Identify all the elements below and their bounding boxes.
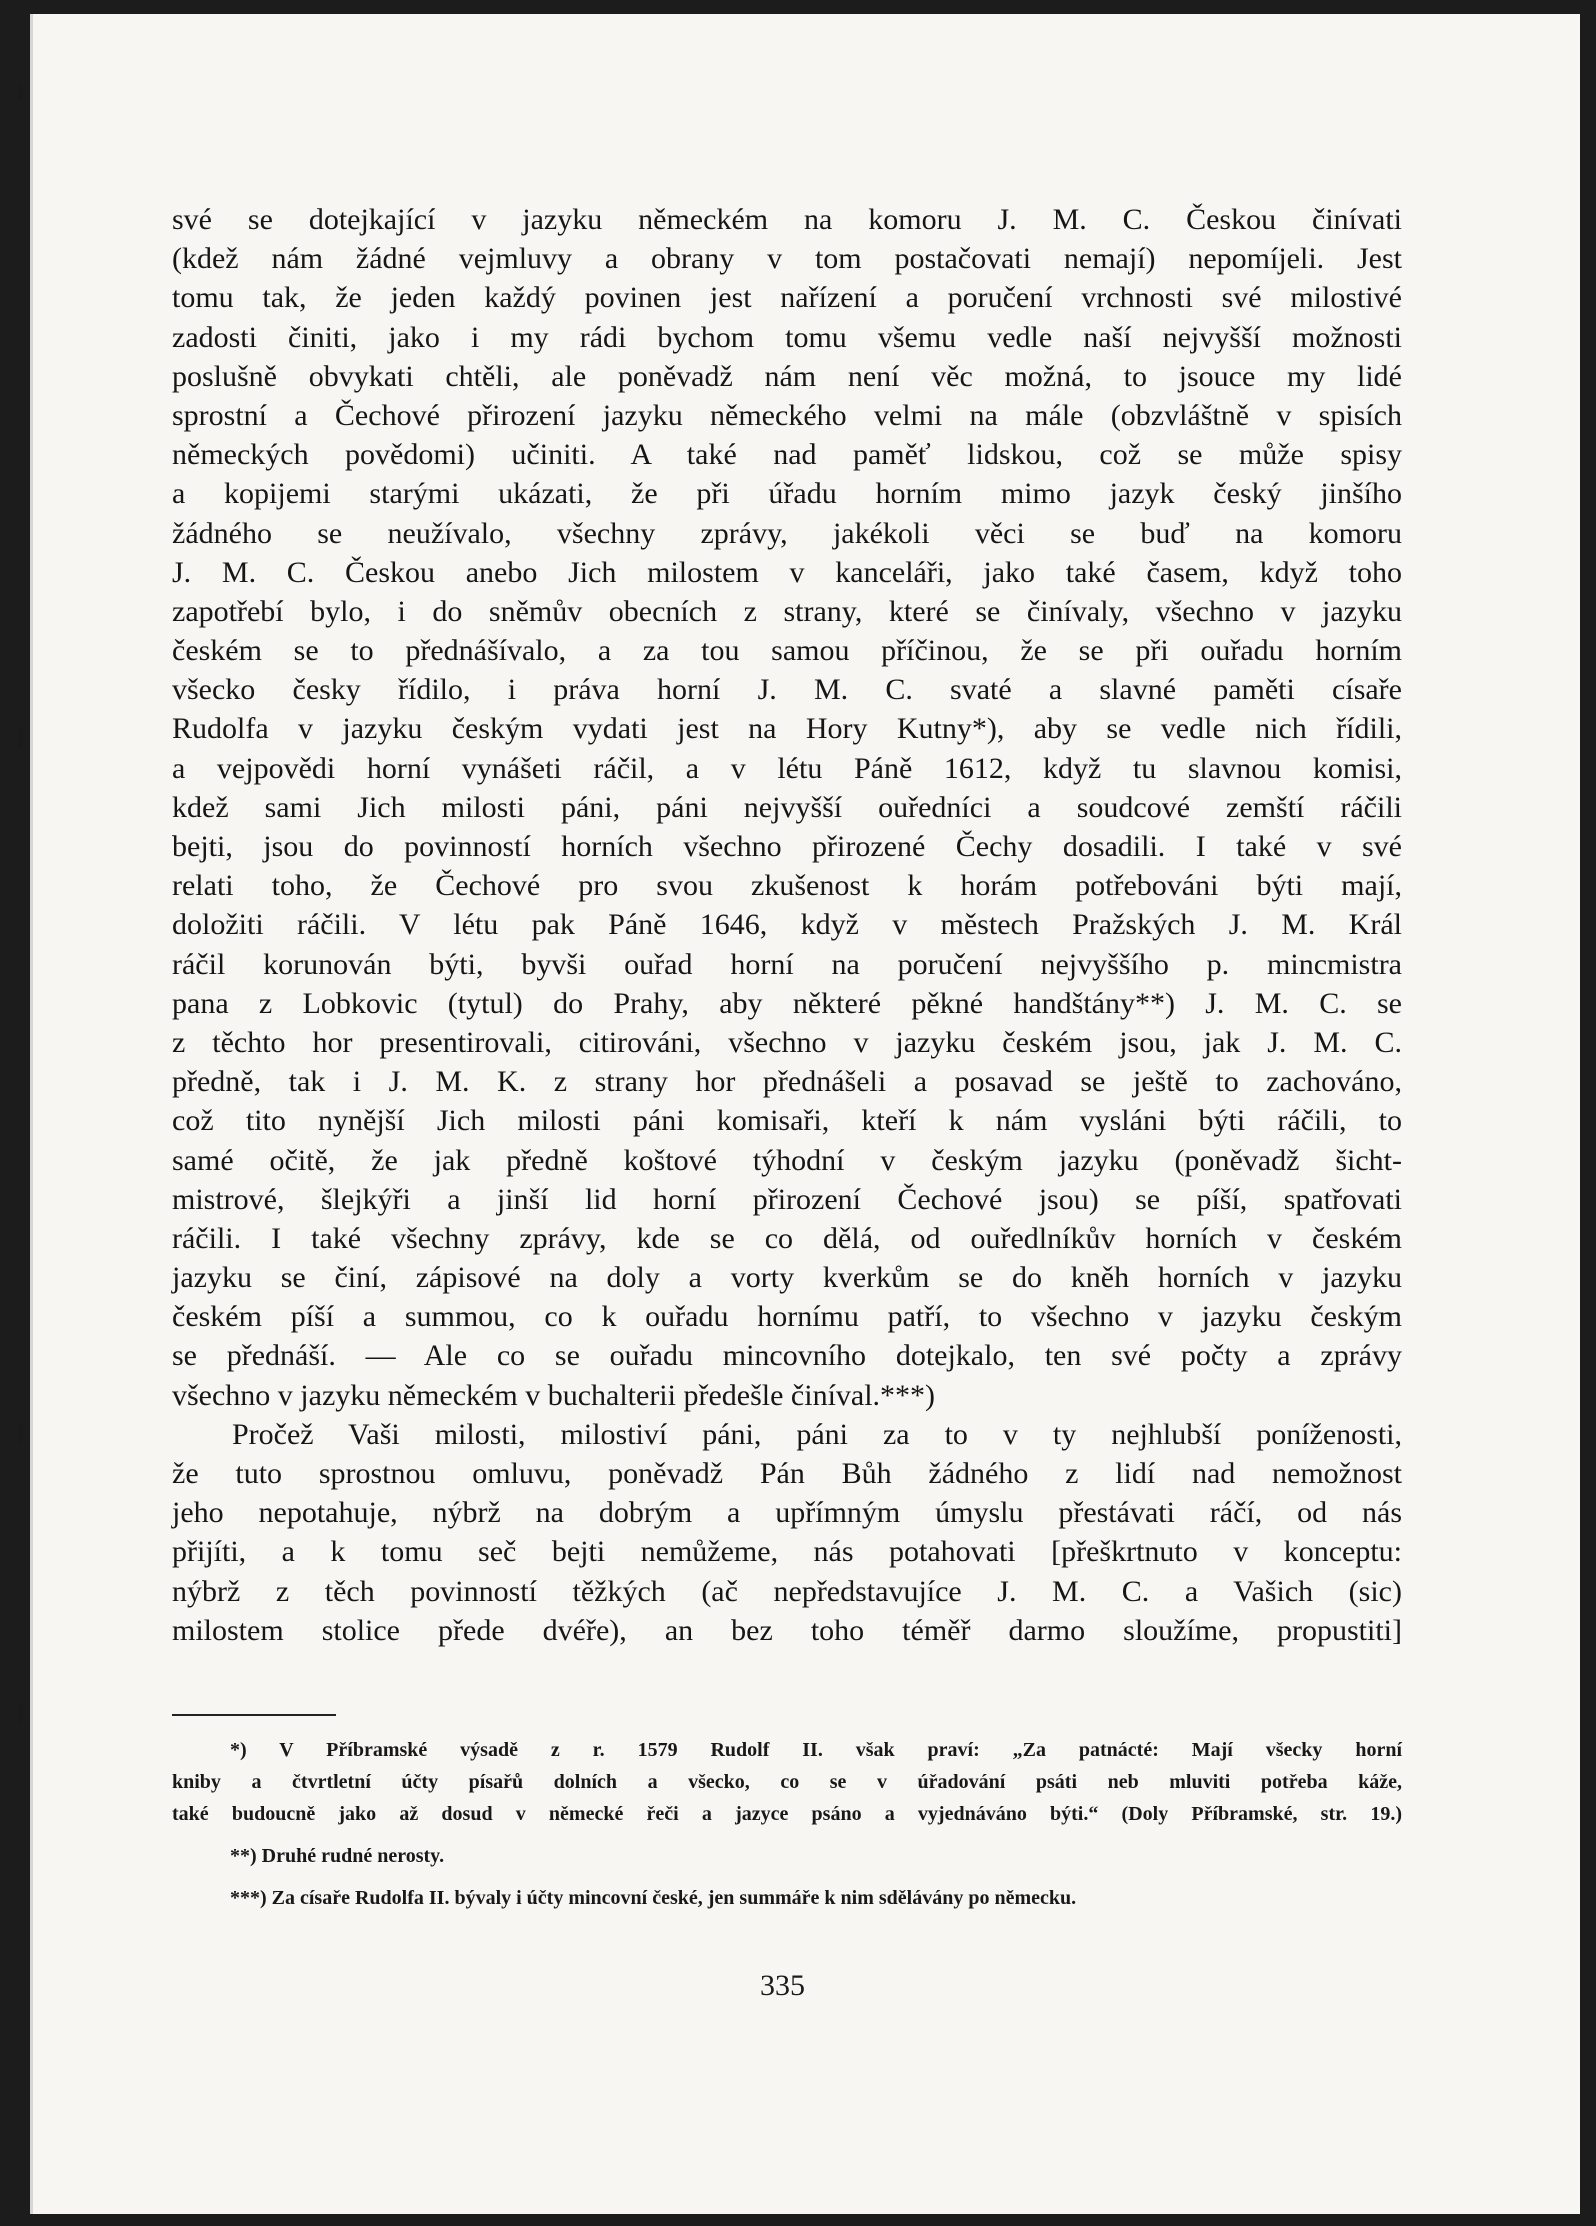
text-line: což tito nynější Jich milosti páni komisaři, kteří k nám vysláni býti ráčili, to xyxy=(172,1104,1402,1138)
text-line: samé očitě, že jak předně koštové týhodní v českým jazyku (poněvadž šicht- xyxy=(172,1143,1402,1177)
text-line: českém píší a summou, co k ouřadu hornímu patří, to všechno v jazyku českým xyxy=(172,1300,1402,1334)
footnote-1-line: také budoucně jako až dosud v německé řeči a jazyce psáno a vyjednáváno býti.“ (Doly Příbramské, str. 19.) xyxy=(172,1803,1402,1825)
text-line: německých povědomi) učiniti. A také nad paměť lidskou, což se může spisy xyxy=(172,438,1402,472)
paragraph-line: že tuto sprostnou omluvu, poněvadž Pán Bůh žádného z lidí nad nemožnost xyxy=(172,1457,1402,1490)
footnote-1-line: kniby a čtvrtletní účty písařů dolních a všecko, co se v úřadování psáti neb mluviti potřeba káže, xyxy=(172,1771,1402,1793)
paragraph-line: nýbrž z těch povinností těžkých (ač nepředstavujíce J. M. C. a Vašich (sic) xyxy=(172,1574,1402,1608)
text-line: českém se to přednášívalo, a za tou samou příčinou, že se při ouřadu horním xyxy=(172,634,1402,668)
document-page xyxy=(30,14,1580,2214)
paragraph-line: jeho nepotahuje, nýbrž na dobrým a upřímným úmyslu přestávati ráčí, od nás xyxy=(172,1496,1402,1530)
footnotes xyxy=(172,1734,1402,1914)
footnote-3: ***) Za císaře Rudolfa II. bývaly i účty mincovní české, jen summáře k nim sdělávány po německu. xyxy=(230,1887,1077,1909)
paragraph-line: Pročež Vaši milosti, milostiví páni, páni za to v ty nejhlubší poníženosti, xyxy=(232,1417,1402,1451)
text-line: své se dotejkající v jazyku německém na komoru J. M. C. Českou činívati xyxy=(172,203,1402,236)
binding-mark xyxy=(18,86,23,100)
text-line: ráčil korunován býti, byvši ouřad horní na poručení nejvyššího p. mincmistra xyxy=(172,947,1402,981)
text-line: všecko česky řídilo, i práva horní J. M. C. svaté a slavné paměti císaře xyxy=(172,673,1402,707)
footnote-2: **) Druhé rudné nerosty. xyxy=(230,1845,445,1867)
text-line: ráčili. I také všechny zprávy, kde se co dělá, od ouředlníkův horních v českém xyxy=(172,1221,1402,1255)
text-line: bejti, jsou do povinností horních všechno přirozené Čechy dosadili. I také v své xyxy=(172,830,1402,863)
text-line: doložiti ráčili. V létu pak Páně 1646, když v městech Pražských J. M. Král xyxy=(172,908,1402,942)
text-line: relati toho, že Čechové pro svou zkušenost k horám potřebováni býti mají, xyxy=(172,869,1402,903)
text-line: poslušně obvykati chtěli, ale poněvadž nám není věc možná, to jsouce my lidé xyxy=(172,359,1402,393)
text-line: jazyku se činí, zápisové na doly a vorty kverkům se do kněh horních v jazyku xyxy=(172,1261,1402,1295)
text-line: kdež sami Jich milosti páni, páni nejvyšší ouředníci a soudcové zemští ráčili xyxy=(172,790,1402,824)
text-line: a kopijemi starými ukázati, že při úřadu horním mimo jazyk český jinšího xyxy=(172,477,1402,511)
text-line: mistrové, šlejkýři a jinší lid horní přirození Čechové jsou) se píší, spatřovati xyxy=(172,1182,1402,1216)
binding-mark xyxy=(18,1424,23,1442)
text-line: J. M. C. Českou anebo Jich milostem v kanceláři, jako také časem, když toho xyxy=(172,555,1402,589)
text-line: žádného se neužívalo, všechny zprávy, jakékoli věci se buď na komoru xyxy=(172,516,1402,550)
page-number: 335 xyxy=(760,1969,805,2002)
text-line: Rudolfa v jazyku českým vydati jest na Hory Kutny*), aby se vedle nich řídili, xyxy=(172,712,1402,746)
text-line: pana z Lobkovic (tytul) do Prahy, aby některé pěkné handštány**) J. M. C. se xyxy=(172,986,1402,1020)
text-line: a vejpovědi horní vynášeti ráčil, a v létu Páně 1612, když tu slavnou komisi, xyxy=(172,751,1402,785)
footnote-divider xyxy=(172,1714,336,1716)
text-line: se přednáší. — Ale co se ouřadu mincovního dotejkalo, ten své počty a zprávy xyxy=(172,1339,1402,1373)
footnote-1-line: *) V Příbramské výsadě z r. 1579 Rudolf II. však praví: „Za patnácté: Mají všecky horní xyxy=(230,1739,1402,1761)
text-line: sprostní a Čechové přirození jazyku německého velmi na mále (obzvláštně v spisích xyxy=(172,398,1402,432)
paragraph-line: přijíti, a k tomu seč bejti nemůžeme, nás potahovati [přeškrtnuto v konceptu: xyxy=(172,1535,1402,1569)
text-line: předně, tak i J. M. K. z strany hor přednášeli a posavad se ještě to zachováno, xyxy=(172,1065,1402,1099)
text-line: (kdež nám žádné vejmluvy a obrany v tom postačovati nemají) nepomíjeli. Jest xyxy=(172,242,1402,276)
text-line: z těchto hor presentirovali, citirováni, všechno v jazyku českém jsou, jak J. M. C. xyxy=(172,1025,1402,1059)
paragraph-line: milostem stolice přede dvéře), an bez toho téměř darmo sloužíme, propustiti] xyxy=(172,1613,1402,1647)
text-line: zapotřebí bylo, i do sněmův obecních z strany, které se činívaly, všechno v jazyku xyxy=(172,594,1402,628)
text-line: tomu tak, že jeden každý povinen jest nařízení a poručení vrchnosti své milostivé xyxy=(172,281,1402,315)
text-line: všechno v jazyku německém v buchalterii předešle činíval.***) xyxy=(172,1378,936,1412)
binding-mark xyxy=(18,1704,23,1722)
text-line: zadosti činiti, jako i my rádi bychom tomu všemu vedle naší nejvyšší možnosti xyxy=(172,320,1402,354)
binding-mark xyxy=(18,729,23,747)
main-text xyxy=(172,200,1402,1650)
